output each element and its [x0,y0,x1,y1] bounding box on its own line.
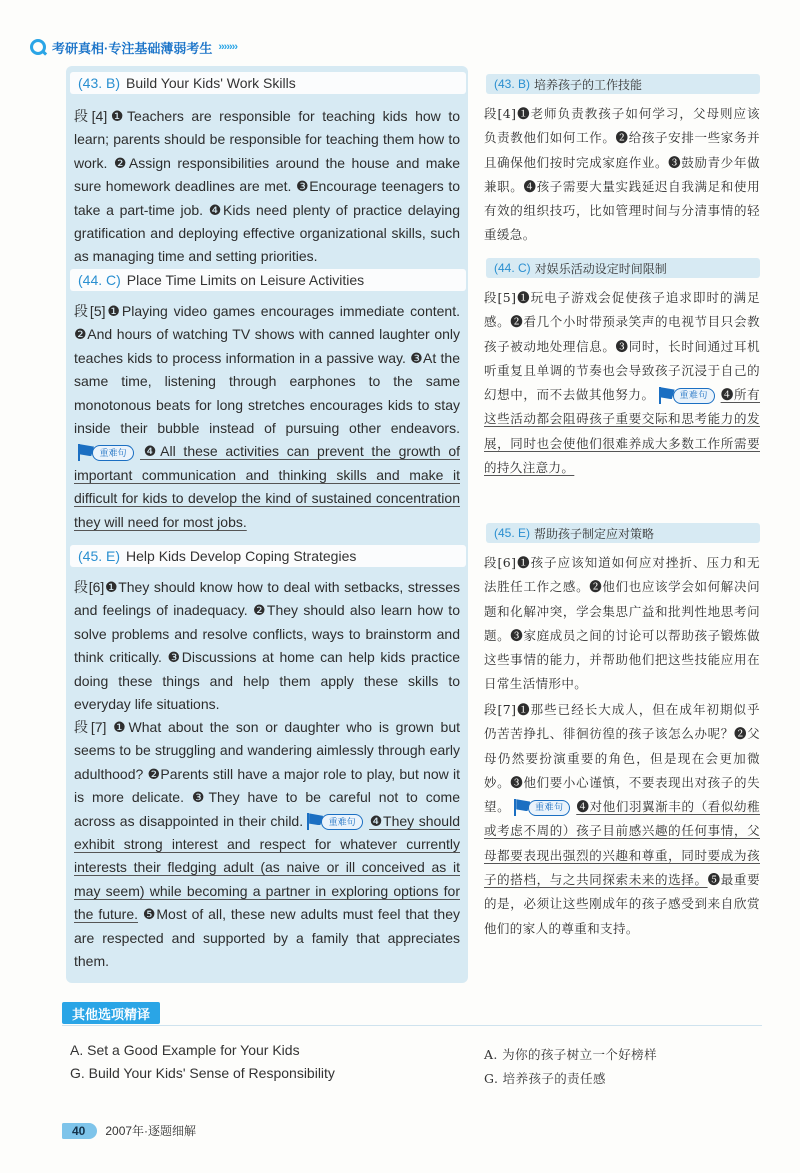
answer-tag: (45. E) [494,526,531,540]
answer-tag: (43. B) [494,77,531,91]
section-45-heading-zh [486,523,760,543]
section-title: 对娱乐活动设定时间限制 [534,261,667,276]
key-sentence-en: ❹They should exhibit strong interest and respect for whatever currently interests their fledging adult (as naive or ill conceived as it may seem) while becoming a partner in exploring options for the future. [74,812,460,923]
option-a-en: A. Set a Good Example for Your Kids [70,1042,300,1058]
divider [62,1025,762,1026]
paragraph-5-en [74,300,460,534]
page-footer [62,1122,196,1139]
flag-label: 重难句 [321,814,363,830]
paragraph-7-en-text: 段[7] ❶What about the son or daughter who is grown but seems to be struggling and wandering aimlessly through early adulthood? ❷Parents still have a major role to play, but now it is more delicate. ❸They have to be careful not to come across as disappointed in their child. [74,719,460,829]
option-g-zh: G. 培养孩子的责任感 [484,1071,606,1086]
key-sentence-flag-icon [307,813,365,830]
paragraph-7-zh-end: ❺最重要的是，必须让这些刚成年的孩子感受到来自欣赏他们的家人的尊重和支持。 [484,872,760,936]
paragraph-6-en: 段[6]❶They should know how to deal with setbacks, stresses and feelings of inadequacy. ❷They should also learn how to solve problems and resolve conflicts, ways to brainstorm and think critically. ❸Discussions at home can help kids practice doing these things and help them apply these skills to everyday life situations. [74,579,460,713]
key-sentence-en: ❹All these activities can prevent the growth of important communication and thinking skills and make it difficult for kids to develop the kind of sustained concentration they will need for most jobs. [74,443,460,530]
magnifier-q-icon [30,39,46,55]
flag-label: 重难句 [673,388,715,404]
flag-label: 重难句 [92,445,134,461]
option-g-en: G. Build Your Kids' Sense of Responsibility [70,1065,335,1081]
section-title: Build Your Kids' Work Skills [126,75,296,91]
page-number: 40 [62,1123,97,1139]
section-44-heading-en [70,269,466,291]
paragraph-5-en-text: 段[5]❶Playing video games encourages immediate content. ❷And hours of watching TV shows with canned laughter only teaches kids to process information in a passive way. ❸At the same time, listening through earphones to the same monotonous beats for long stretches encourages kids to stay inside their bubble instead of pursuing other endeavors. [74,303,460,437]
answer-tag: (45. E) [78,548,121,564]
key-sentence-flag-icon [659,387,717,404]
paragraph-7-en [74,716,460,973]
paragraph-7-en-end: ❺Most of all, these new adults must feel that they are respected and supported by a family that appreciates them. [74,906,460,970]
section-title: Help Kids Develop Coping Strategies [126,548,357,564]
answer-tag: (44. C) [494,261,531,275]
paragraph-7-zh [484,698,760,941]
paragraph-5-zh [484,286,760,480]
section-title: Place Time Limits on Leisure Activities [126,272,365,288]
answer-tag: (43. B) [78,75,121,91]
key-sentence-flag-icon [514,799,572,816]
paragraph-4-zh: 段[4]❶老师负责教孩子如何学习，父母则应该负责教他们如何工作。❷给孩子安排一些家务并且确保他们按时完成家庭作业。❸鼓励青少年做兼职。❹孩子需要大量实践延迟自我满足和使用有效的组织技巧，比如管理时间与分清事情的轻重缓急。 [484,106,760,243]
option-a-zh: A. 为你的孩子树立一个好榜样 [484,1047,657,1062]
paragraph-7-zh-text: 段[7]❶那些已经长大成人，但在成年初期似乎仍苦苦挣扎、徘徊彷徨的孩子该怎么办呢？❷父母仍然要扮演重要的角色，但是现在会更加微妙。❸他们要小心谨慎，不要表现出对孩子的失望。 [484,702,760,815]
section-43-heading-zh [486,74,760,94]
header-arrows: ››››››› [218,41,237,53]
section-43-heading-en [70,72,466,94]
section-title: 帮助孩子制定应对策略 [534,526,655,541]
key-sentence-zh: ❹所有这些活动都会阻碍孩子重要交际和思考能力的发展，同时也会使他们很难养成大多数工作所需要的持久注意力。 [484,387,760,476]
section-45-heading-en [70,545,466,567]
other-options-title: 其他选项精译 [62,1002,160,1024]
section-title: 培养孩子的工作技能 [534,77,643,92]
key-sentence-zh: ❹对他们羽翼渐丰的（看似幼稚或考虑不周的）孩子目前感兴趣的任何事情，父母都要表现出强烈的兴趣和尊重，同时要成为孩子的搭档，与之共同探索未来的选择。 [484,799,760,888]
section-44-heading-zh [486,258,760,278]
answer-tag: (44. C) [78,272,121,288]
page-header [30,36,237,58]
key-sentence-flag-icon [78,444,136,461]
paragraph-6-zh: 段[6]❶孩子应该知道如何应对挫折、压力和无法胜任工作之感。❷他们也应该学会如何解决问题和化解冲突，学会集思广益和批判性地思考问题。❸家庭成员之间的讨论可以帮助孩子锻炼做这些事情的能力，并帮助他们把这些技能应用在日常生活情形中。 [484,555,760,692]
header-title: 考研真相·专注基础薄弱考生 [52,40,213,56]
footer-text: 2007年·逐题细解 [105,1124,197,1138]
paragraph-4-en: 段[4]❶Teachers are responsible for teaching kids how to learn; parents should be responsible for teaching them how to work. ❷Assign responsibilities around the house and make sure homework deadlines are met. ❸Encourage teenagers to take a part-time job. ❹Kids need plenty of practice delaying gratification and deploying effective organizational skills, such as managing time and setting priorities. [74,108,460,265]
flag-label: 重难句 [528,800,570,816]
paragraph-5-zh-text: 段[5]❶玩电子游戏会促使孩子追求即时的满足感。❷看几个小时带预录笑声的电视节目只会教孩子被动地处理信息。❸同时，长时间通过耳机听重复且单调的节奏也会导致孩子沉浸于自己的幻想中，而不去做其他努力。 [484,290,760,403]
